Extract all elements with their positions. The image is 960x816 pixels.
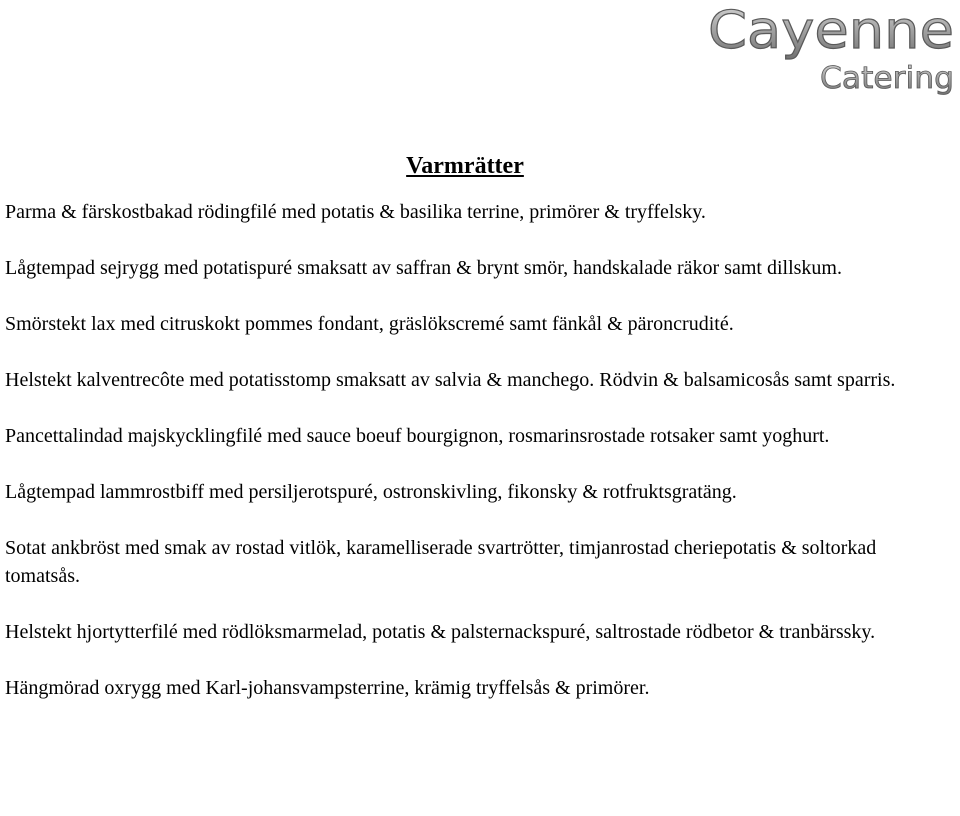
dish-item: Smörstekt lax med citruskokt pommes fondant, gräslökscremé samt fänkål & päroncrudité. [5, 313, 734, 335]
dish-item: Sotat ankbröst med smak av rostad vitlök, karamelliserade svartrötter, timjanrostad cheriepotatis & soltorkad tomatsås. [5, 537, 877, 587]
logo-wordmark [704, 0, 956, 100]
dish-item: Helstekt hjortytterfilé med rödlöksmarmelad, potatis & palsternackspuré, saltrostade rödbetor & tranbärssky. [5, 621, 876, 643]
logo-brand: Cayenne [708, 1, 954, 61]
dish-item: Parma & färskostbakad rödingfilé med potatis & basilika terrine, primörer & tryffelsky. [5, 201, 706, 223]
dish-item: Helstekt kalventrecôte med potatisstomp smaksatt av salvia & manchego. Rödvin & balsamicosås samt sparris. [5, 369, 896, 391]
dish-item: Hängmörad oxrygg med Karl-johansvampsterrine, krämig tryffelsås & primörer. [5, 677, 650, 699]
dish-item: Lågtempad lammrostbiff med persiljerotspuré, ostronskivling, fikonsky & rotfruktsgratäng. [5, 481, 737, 503]
logo-subtitle: Catering [820, 61, 954, 96]
menu-section-title: Varmrätter [406, 153, 524, 180]
dish-item: Pancettalindad majskycklingfilé med sauce boeuf bourgignon, rosmarinsrostade rotsaker samt yoghurt. [5, 425, 830, 447]
cayenne-catering-logo [704, 0, 956, 100]
dish-list [5, 198, 940, 702]
dish-item: Lågtempad sejrygg med potatispuré smaksatt av saffran & brynt smör, handskalade räkor samt dillskum. [5, 257, 842, 279]
